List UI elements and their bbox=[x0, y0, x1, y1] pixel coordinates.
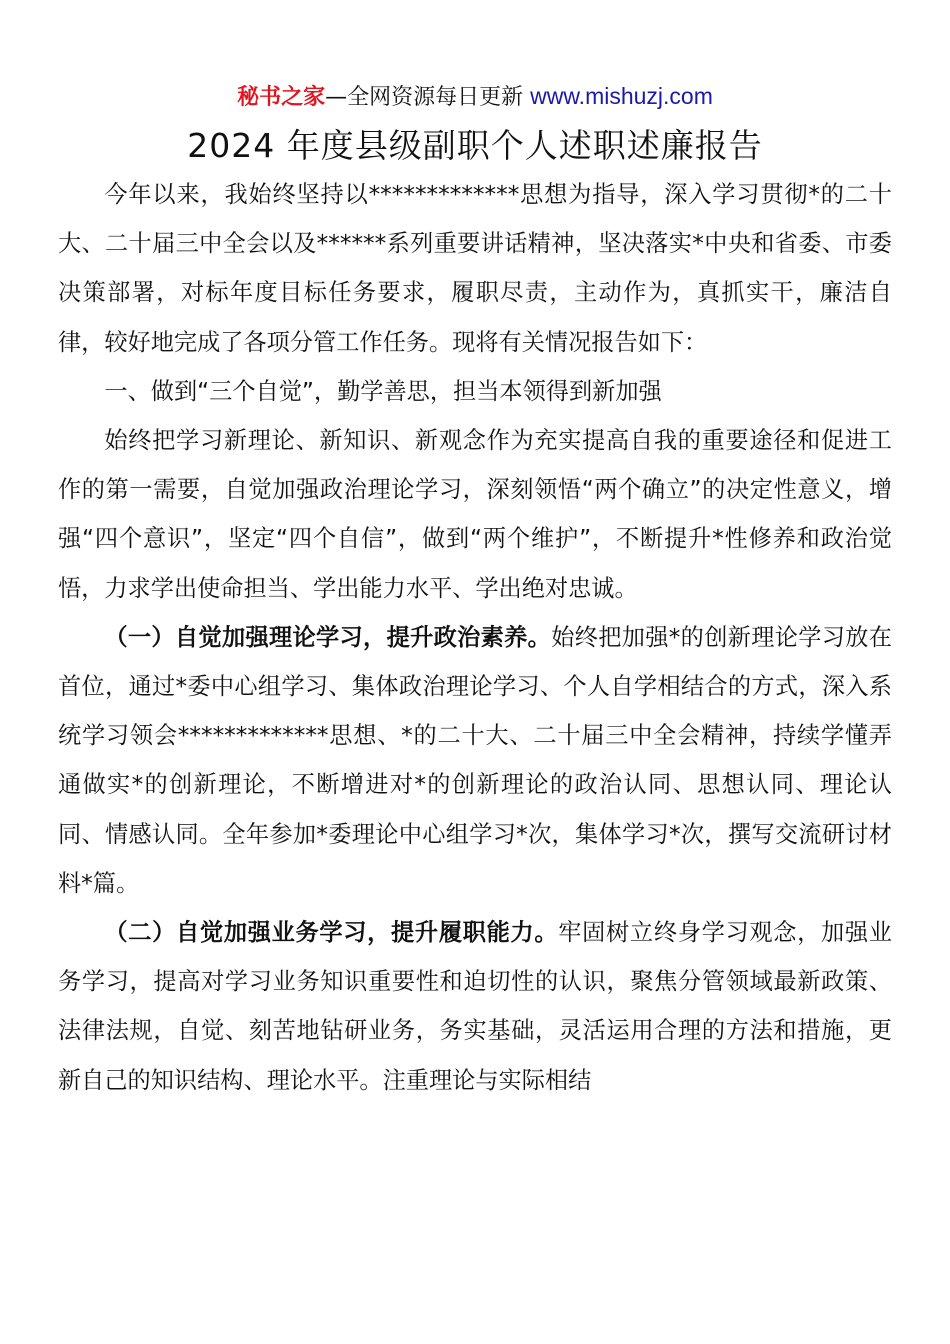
intro-paragraph: 今年以来，我始终坚持以*************思想为指导，深入学习贯彻*的二十大、二十届三中全会以及******系列重要讲话精神，坚决落实*中央和省委、市委决策部署，对标年度目标任务要求，履职尽责，主动作为，真抓实干，廉洁自律，较好地完成了各项分管工作任务。现将有关情况报告如下： bbox=[58, 181, 892, 356]
subsection-text-1: 始终把加强*的创新理论学习放在首位，通过*委中心组学习、集体政治理论学习、个人自学相结合的方式，深入系统学习领会*************思想、*的二十大、二十届三中全会精神，持续学懂弄通做实*的创新理论，不断增进对*的创新理论的政治认同、思想认同、理论认同、情感认同。全年参加*委理论中心组学习*次，集体学习*次，撰写交流研讨材料*篇。 bbox=[58, 623, 892, 897]
header-tagline: —全网资源每日更新 bbox=[325, 85, 531, 110]
brand-name: 秘书之家 bbox=[237, 85, 326, 110]
section-heading: 一、做到“三个自觉”，勤学善思，担当本领得到新加强 bbox=[104, 377, 662, 405]
site-url-link[interactable]: www.mishuzj.com bbox=[530, 83, 713, 109]
subsection-paragraph-2 bbox=[58, 908, 892, 1105]
subsection-heading-2: （二）自觉加强业务学习，提升履职能力。 bbox=[104, 919, 559, 947]
subsection-paragraph-1 bbox=[58, 613, 892, 908]
section-paragraph: 始终把学习新理论、新知识、新观念作为充实提高自我的重要途径和促进工作的第一需要，自觉加强政治理论学习，深刻领悟“两个确立”的决定性意义，增强“四个意识”，坚定“四个自信”，做到“两个维护”，不断提升*性修养和政治觉悟，力求学出使命担当、学出能力水平、学出绝对忠诚。 bbox=[58, 427, 892, 602]
document-title: 2024 年度县级副职个人述职述廉报告 bbox=[187, 126, 763, 165]
subsection-text-2: 牢固树立终身学习观念，加强业务学习，提高对学习业务知识重要性和迫切性的认识，聚焦分管领域最新政策、法律法规，自觉、刻苦地钻研业务，务实基础，灵活运用合理的方法和措施，更新自己的知识结构、理论水平。注重理论与实际相结 bbox=[58, 919, 892, 1094]
document-body bbox=[58, 170, 892, 1105]
subsection-heading-1: （一）自觉加强理论学习，提升政治素养。 bbox=[104, 623, 552, 651]
site-header bbox=[0, 80, 950, 114]
